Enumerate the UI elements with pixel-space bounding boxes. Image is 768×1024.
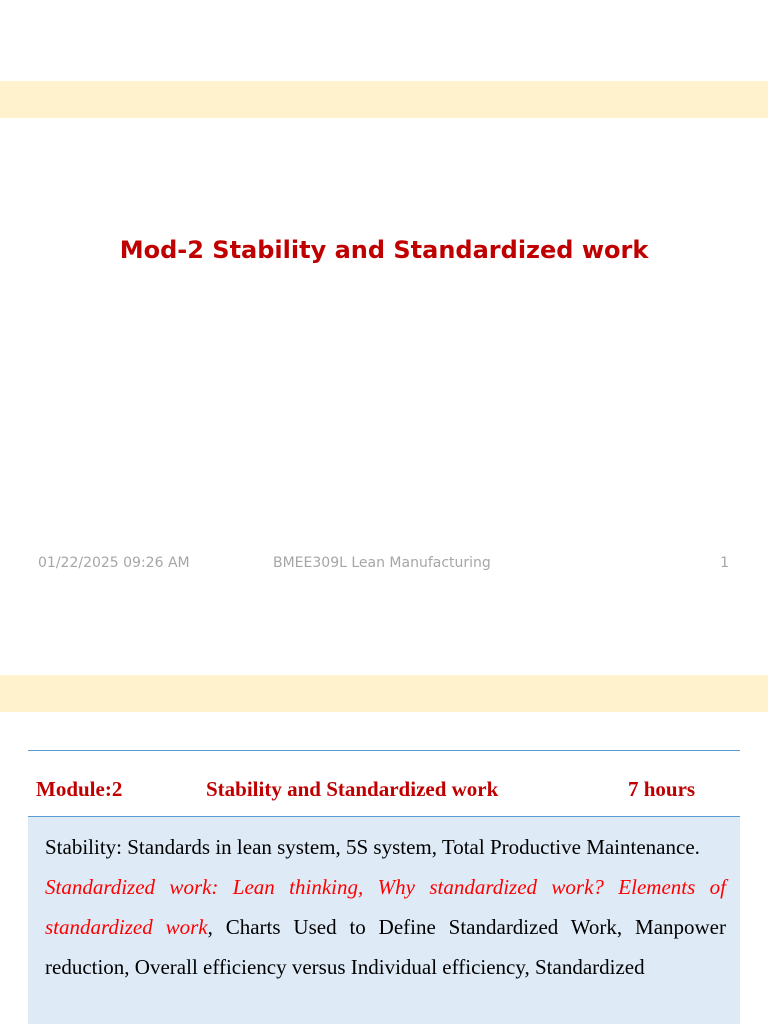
footer-date: 01/22/2025 09:26 AM	[38, 555, 190, 571]
module-hours: 7 hours	[628, 777, 696, 801]
module-table	[28, 750, 740, 1024]
module-number: Module:2	[36, 777, 123, 801]
slide-title: Mod-2 Stability and Standardized work	[119, 236, 649, 264]
syllabus-text: , Charts Used to Define Standardized Work, Manpower reduction, Overall efficiency versus Individual efficiency, Standardized	[45, 915, 726, 979]
syllabus-paragraph-standardized-work	[45, 867, 726, 987]
module-header-row	[28, 751, 740, 817]
slide-top-band	[0, 81, 768, 118]
syllabus-paragraph-stability: Stability: Standards in lean system, 5S system, Total Productive Maintenance.	[45, 835, 700, 859]
syllabus-highlight: Standardized work: Lean thinking, Why standardized work? Elements of standardized work	[45, 875, 726, 939]
footer-course: BMEE309L Lean Manufacturing	[273, 555, 491, 571]
module-title: Stability and Standardized work	[206, 777, 499, 801]
module-syllabus-body	[28, 817, 740, 1024]
slide-bottom-band	[0, 675, 768, 712]
footer-page-number: 1	[720, 555, 729, 571]
